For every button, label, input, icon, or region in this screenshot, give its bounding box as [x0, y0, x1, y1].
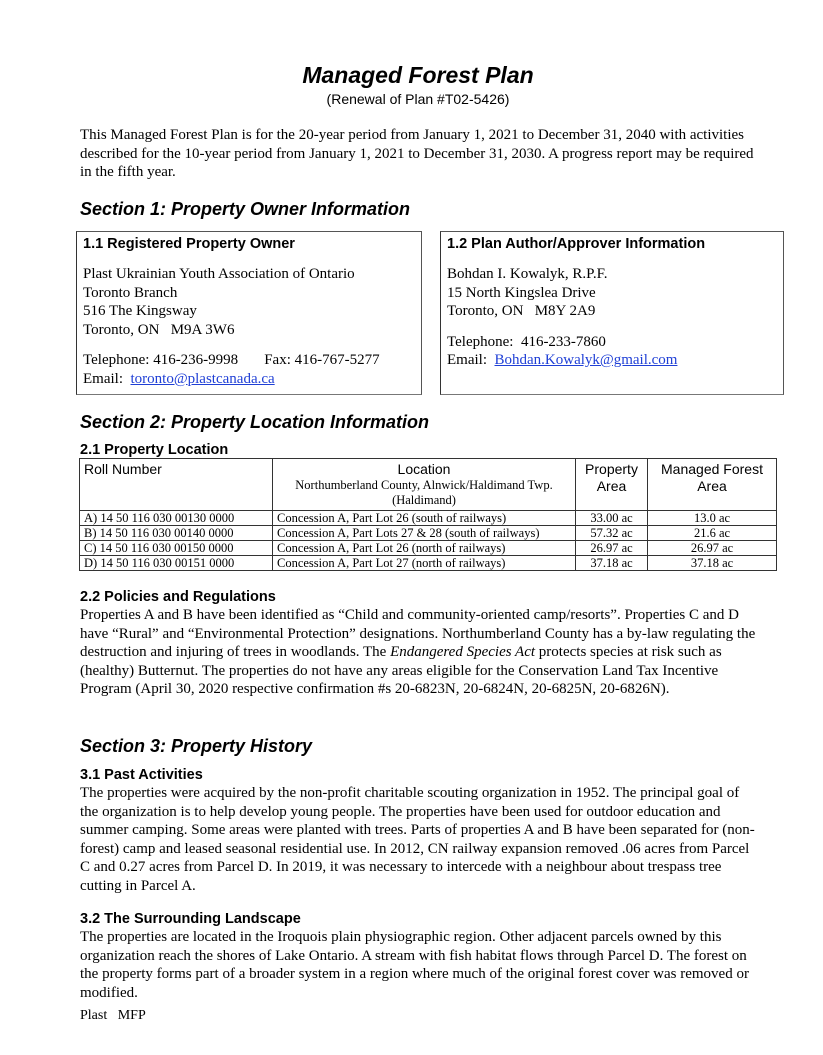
landscape-paragraph: The properties are located in the Iroquois plain physiographic region. Other adjacent parcels owned by this organization reach the shores of Lake Ontario. A stream with fish habitat flows through Parcel D. The forest on the property forms part of a broader system in a region where much of the original forest cover was removed or modified. — [80, 929, 749, 1001]
managed-area: 13.0 ac — [648, 511, 777, 526]
author-email-link[interactable]: Bohdan.Kowalyk@gmail.com — [494, 352, 678, 368]
policies-paragraph — [80, 606, 756, 699]
property-area: 33.00 ac — [576, 511, 648, 526]
intro-paragraph: This Managed Forest Plan is for the 20-year period from January 1, 2021 to December 31, 2040 with activities described for the 10-year period from January 1, 2021 to December 31, 2030. A progress report may be required in the fifth year. — [80, 127, 754, 180]
author-city: Toronto, ON M8Y 2A9 — [447, 303, 596, 319]
col-roll-number: Roll Number — [80, 459, 273, 511]
landscape-heading: 3.2 The Surrounding Landscape — [80, 911, 301, 927]
table-row — [80, 511, 777, 526]
roll-number: B) 14 50 116 030 00140 0000 — [80, 526, 273, 541]
table-row — [80, 556, 777, 571]
property-area: 57.32 ac — [576, 526, 648, 541]
owner-email-label: Email: — [83, 370, 123, 387]
col-location — [273, 459, 576, 511]
section-3-heading: Section 3: Property History — [80, 736, 313, 756]
owner-box-title: 1.1 Registered Property Owner — [83, 236, 295, 252]
col-property-area: Property Area — [576, 459, 648, 511]
owner-street: 516 The Kingsway — [83, 303, 197, 319]
past-activities-paragraph: The properties were acquired by the non-profit charitable scouting organization in 1952. The principal goal of the organization is to help develop young people. The properties have been used for outdoor education and summer camping. Some areas were planted with trees. Parts of properties A and B have been separated for (non-forest) camp and leased seasonal residential use. In 2012, CN railway expansion removed .06 acres from Parcel C and 0.27 acres from Parcel D. In 2019, it was necessary to intercede with a neighbour about trespass tree cutting in Parcel A. — [80, 785, 755, 894]
document-title: Managed Forest Plan — [302, 62, 534, 88]
roll-number: C) 14 50 116 030 00150 0000 — [80, 541, 273, 556]
section-1-heading: Section 1: Property Owner Information — [80, 199, 411, 219]
section-2-heading: Section 2: Property Location Information — [80, 412, 430, 432]
property-area: 26.97 ac — [576, 541, 648, 556]
policies-text-before: Properties A and B have been identified as “Child and community-oriented camp/resorts”. Properties C and D have “Rural” and “Environmental Protection” designations. Northumberland County has a by-law regulating the destruction and injuring of trees in woodlands. The — [80, 607, 756, 660]
author-street: 15 North Kingslea Drive — [447, 284, 596, 301]
roll-number: D) 14 50 116 030 00151 0000 — [80, 556, 273, 571]
location: Concession A, Part Lot 26 (south of railways) — [273, 511, 576, 526]
past-activities-heading: 3.1 Past Activities — [80, 767, 203, 783]
roll-number: A) 14 50 116 030 00130 0000 — [80, 511, 273, 526]
author-email-line — [447, 351, 777, 370]
policies-act-name: Endangered Species Act — [390, 644, 536, 660]
author-box-title: 1.2 Plan Author/Approver Information — [447, 236, 706, 252]
property-location-table — [79, 458, 777, 571]
owner-city: Toronto, ON M9A 3W6 — [83, 321, 235, 338]
managed-area: 21.6 ac — [648, 526, 777, 541]
author-telephone-label: Telephone: — [447, 333, 514, 350]
author-info-box — [440, 231, 784, 395]
managed-area: 37.18 ac — [648, 556, 777, 571]
property-location-heading: 2.1 Property Location — [80, 442, 229, 458]
location: Concession A, Part Lot 26 (north of railways) — [273, 541, 576, 556]
owner-fax: 416-767-5277 — [294, 352, 380, 368]
location: Concession A, Part Lots 27 & 28 (south of railways) — [273, 526, 576, 541]
owner-telephone-label: Telephone: — [83, 352, 150, 368]
author-phone-line — [447, 333, 777, 352]
col-location-label: Location — [397, 461, 451, 477]
owner-name: Plast Ukrainian Youth Association of Ontario — [83, 266, 355, 282]
page-footer: Plast MFP — [80, 1008, 146, 1023]
owner-email-link[interactable]: toronto@plastcanada.ca — [130, 370, 275, 387]
policies-heading: 2.2 Policies and Regulations — [80, 589, 276, 605]
owner-fax-label: Fax: — [264, 352, 291, 368]
owner-phone-line — [83, 351, 415, 370]
owner-info-box — [76, 231, 422, 395]
col-location-sub: Northumberland County, Alnwick/Haldimand Twp. (Haldimand) — [295, 478, 553, 507]
table-header-row — [80, 459, 777, 511]
col-managed-area: Managed Forest Area — [648, 459, 777, 511]
policies-text-after: protects species at risk such as (healthy) Butternut. The properties do not have any areas eligible for the Conservation Land Tax Incentive Program (April 30, 2020 respective confirmation #s 20-6823N, 20-6824N, 20-6825N, 20-6826N). — [80, 644, 722, 697]
location: Concession A, Part Lot 27 (north of railways) — [273, 556, 576, 571]
property-area: 37.18 ac — [576, 556, 648, 571]
author-email-label: Email: — [447, 352, 487, 368]
document-subtitle: (Renewal of Plan #T02-5426) — [326, 91, 510, 107]
author-telephone: 416-233-7860 — [520, 333, 606, 350]
author-name: Bohdan I. Kowalyk, R.P.F. — [447, 266, 608, 282]
owner-branch: Toronto Branch — [83, 284, 178, 301]
owner-email-line — [83, 370, 415, 389]
table-row — [80, 541, 777, 556]
owner-telephone: 416-236-9998 — [153, 352, 239, 368]
table-row — [80, 526, 777, 541]
managed-area: 26.97 ac — [648, 541, 777, 556]
